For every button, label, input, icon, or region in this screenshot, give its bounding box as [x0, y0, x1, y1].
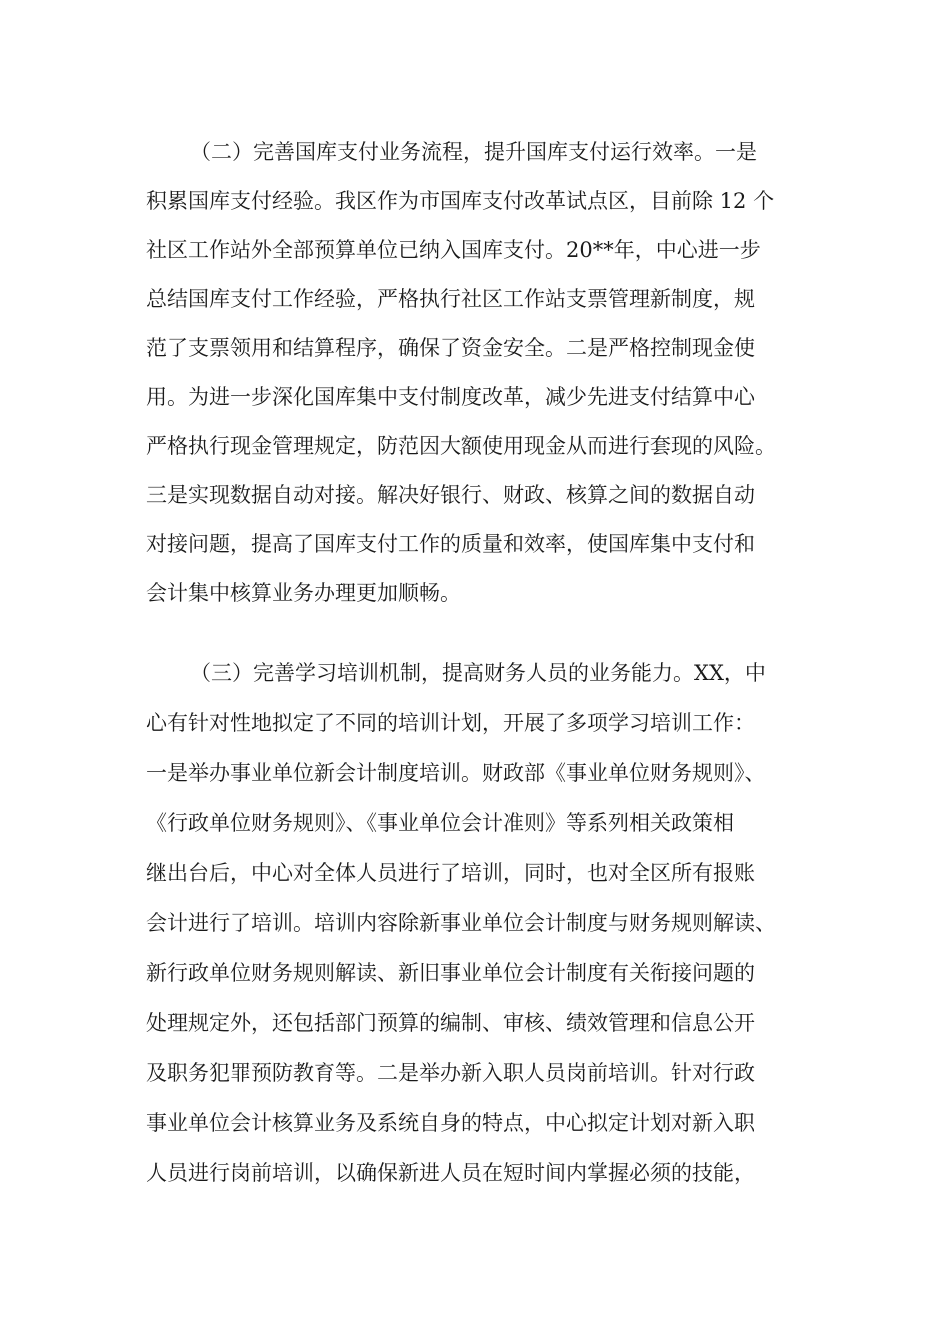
text-line: 积累国库支付经验。我区作为市国库支付改革试点区，目前除 12 个: [146, 189, 775, 213]
text-line: （三）完善学习培训机制，提高财务人员的业务能力。XX，中: [190, 661, 766, 685]
text-line: 对接问题，提高了国库支付工作的质量和效率，使国库集中支付和: [146, 532, 755, 556]
text-line: 人员进行岗前培训，以确保新进人员在短时间内掌握必须的技能，: [146, 1161, 755, 1185]
text-line: 及职务犯罪预防教育等。二是举办新入职人员岗前培训。针对行政: [146, 1061, 755, 1085]
text-line: （二）完善国库支付业务流程，提升国库支付运行效率。一是: [190, 140, 757, 164]
text-line: 处理规定外，还包括部门预算的编制、审核、绩效管理和信息公开: [146, 1011, 755, 1035]
text-line: 《行政单位财务规则》、《事业单位会计准则》等系列相关政策相: [146, 811, 734, 835]
text-line: 新行政单位财务规则解读、新旧事业单位会计制度有关衔接问题的: [146, 961, 755, 985]
text-line: 会计集中核算业务办理更加顺畅。: [146, 581, 461, 605]
text-line: 用。为进一步深化国库集中支付制度改革，减少先进支付结算中心: [146, 385, 755, 409]
text-line: 心有针对性地拟定了不同的培训计划，开展了多项学习培训工作：: [146, 711, 755, 735]
text-line: 一是举办事业单位新会计制度培训。财政部《事业单位财务规则》、: [146, 761, 766, 785]
text-line: 事业单位会计核算业务及系统自身的特点，中心拟定计划对新入职: [146, 1111, 755, 1135]
text-line: 严格执行现金管理规定，防范因大额使用现金从而进行套现的风险。: [146, 434, 776, 458]
text-line: 会计进行了培训。培训内容除新事业单位会计制度与财务规则解读、: [146, 911, 776, 935]
text-line: 总结国库支付工作经验，严格执行社区工作站支票管理新制度，规: [146, 287, 755, 311]
text-line: 范了支票领用和结算程序，确保了资金安全。二是严格控制现金使: [146, 336, 755, 360]
text-line: 继出台后，中心对全体人员进行了培训，同时，也对全区所有报账: [146, 861, 755, 885]
text-line: 三是实现数据自动对接。解决好银行、财政、核算之间的数据自动: [146, 483, 755, 507]
text-line: 社区工作站外全部预算单位已纳入国库支付。20**年，中心进一步: [146, 238, 761, 262]
